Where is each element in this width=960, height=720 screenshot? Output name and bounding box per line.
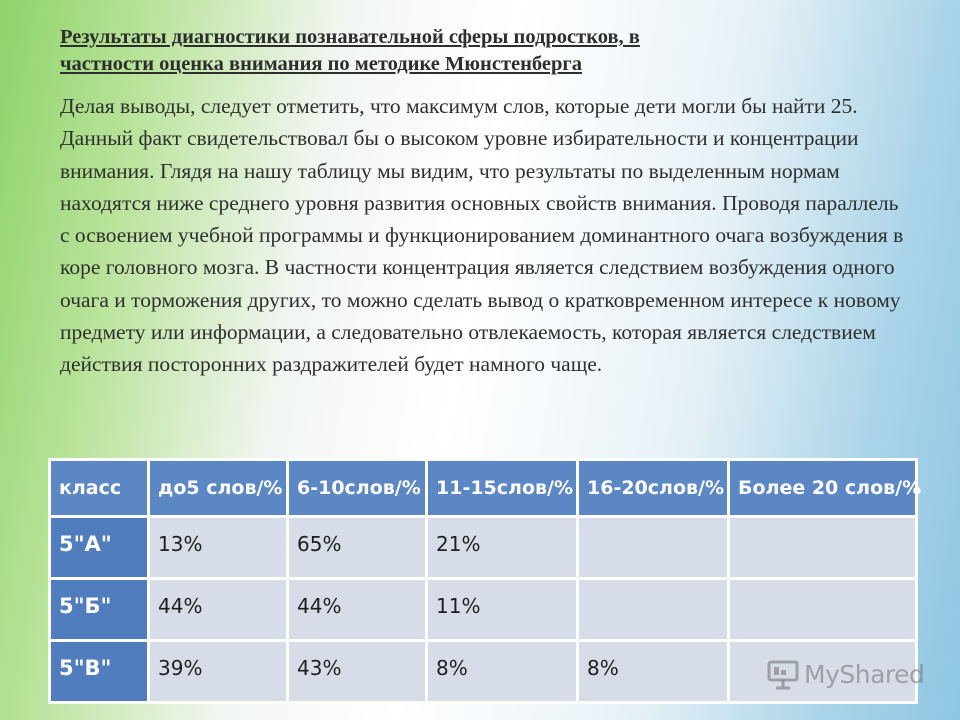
row-class-label: 5"Б"	[51, 580, 147, 639]
table-row	[51, 518, 915, 577]
row-class-label: 5"А"	[51, 518, 147, 577]
table-cell: 8%	[428, 642, 576, 701]
table-cell: 8%	[579, 642, 727, 701]
body-paragraph: Делая выводы, следует отметить, что максимум слов, которые дети могли бы найти 25. Данный факт свидетельствовал бы о высоком уровне избирательности и концентрации внимания. Глядя на нашу таблицу мы видим, что результаты по выделенным нормам находятся ниже среднего уровня развития основных свойств внимания. Проводя параллель с освоением учебной программы и функционированием доминантного очага возбуждения в коре головного мозга. В частности концентрация является следствием возбуждения одного очага и торможения других, то можно сделать вывод о кратковременном интересе к новому предмету или информации, а следовательно отвлекаемость, которая является следствием действия посторонних раздражителей будет намного чаще.	[60, 94, 904, 377]
title-line-1: Результаты диагностики познавательной сферы подростков, в	[60, 26, 640, 48]
table-header-row	[51, 461, 915, 515]
table-cell	[579, 518, 727, 577]
table-cell	[730, 580, 915, 639]
presentation-board-icon	[766, 657, 800, 691]
table-cell: 13%	[150, 518, 286, 577]
table-row	[51, 580, 915, 639]
table-cell: 21%	[428, 518, 576, 577]
column-header: Более 20 слов/%	[730, 461, 915, 515]
table-cell: 39%	[150, 642, 286, 701]
table-cell	[730, 518, 915, 577]
table-cell	[579, 580, 727, 639]
column-header: 6-10слов/%	[289, 461, 425, 515]
column-header: до5 слов/%	[150, 461, 286, 515]
watermark	[766, 656, 924, 692]
slide-title	[60, 24, 920, 78]
table-cell: 44%	[150, 580, 286, 639]
column-header: класс	[51, 461, 147, 515]
title-line-2: частности оценка внимания по методике Мюнстенберга	[60, 53, 582, 75]
watermark-text: MyShared	[804, 659, 925, 689]
row-class-label: 5"В"	[51, 642, 147, 701]
table-cell: 65%	[289, 518, 425, 577]
table-cell: 11%	[428, 580, 576, 639]
table-cell: 43%	[289, 642, 425, 701]
column-header: 16-20слов/%	[579, 461, 727, 515]
column-header: 11-15слов/%	[428, 461, 576, 515]
table-cell: 44%	[289, 580, 425, 639]
